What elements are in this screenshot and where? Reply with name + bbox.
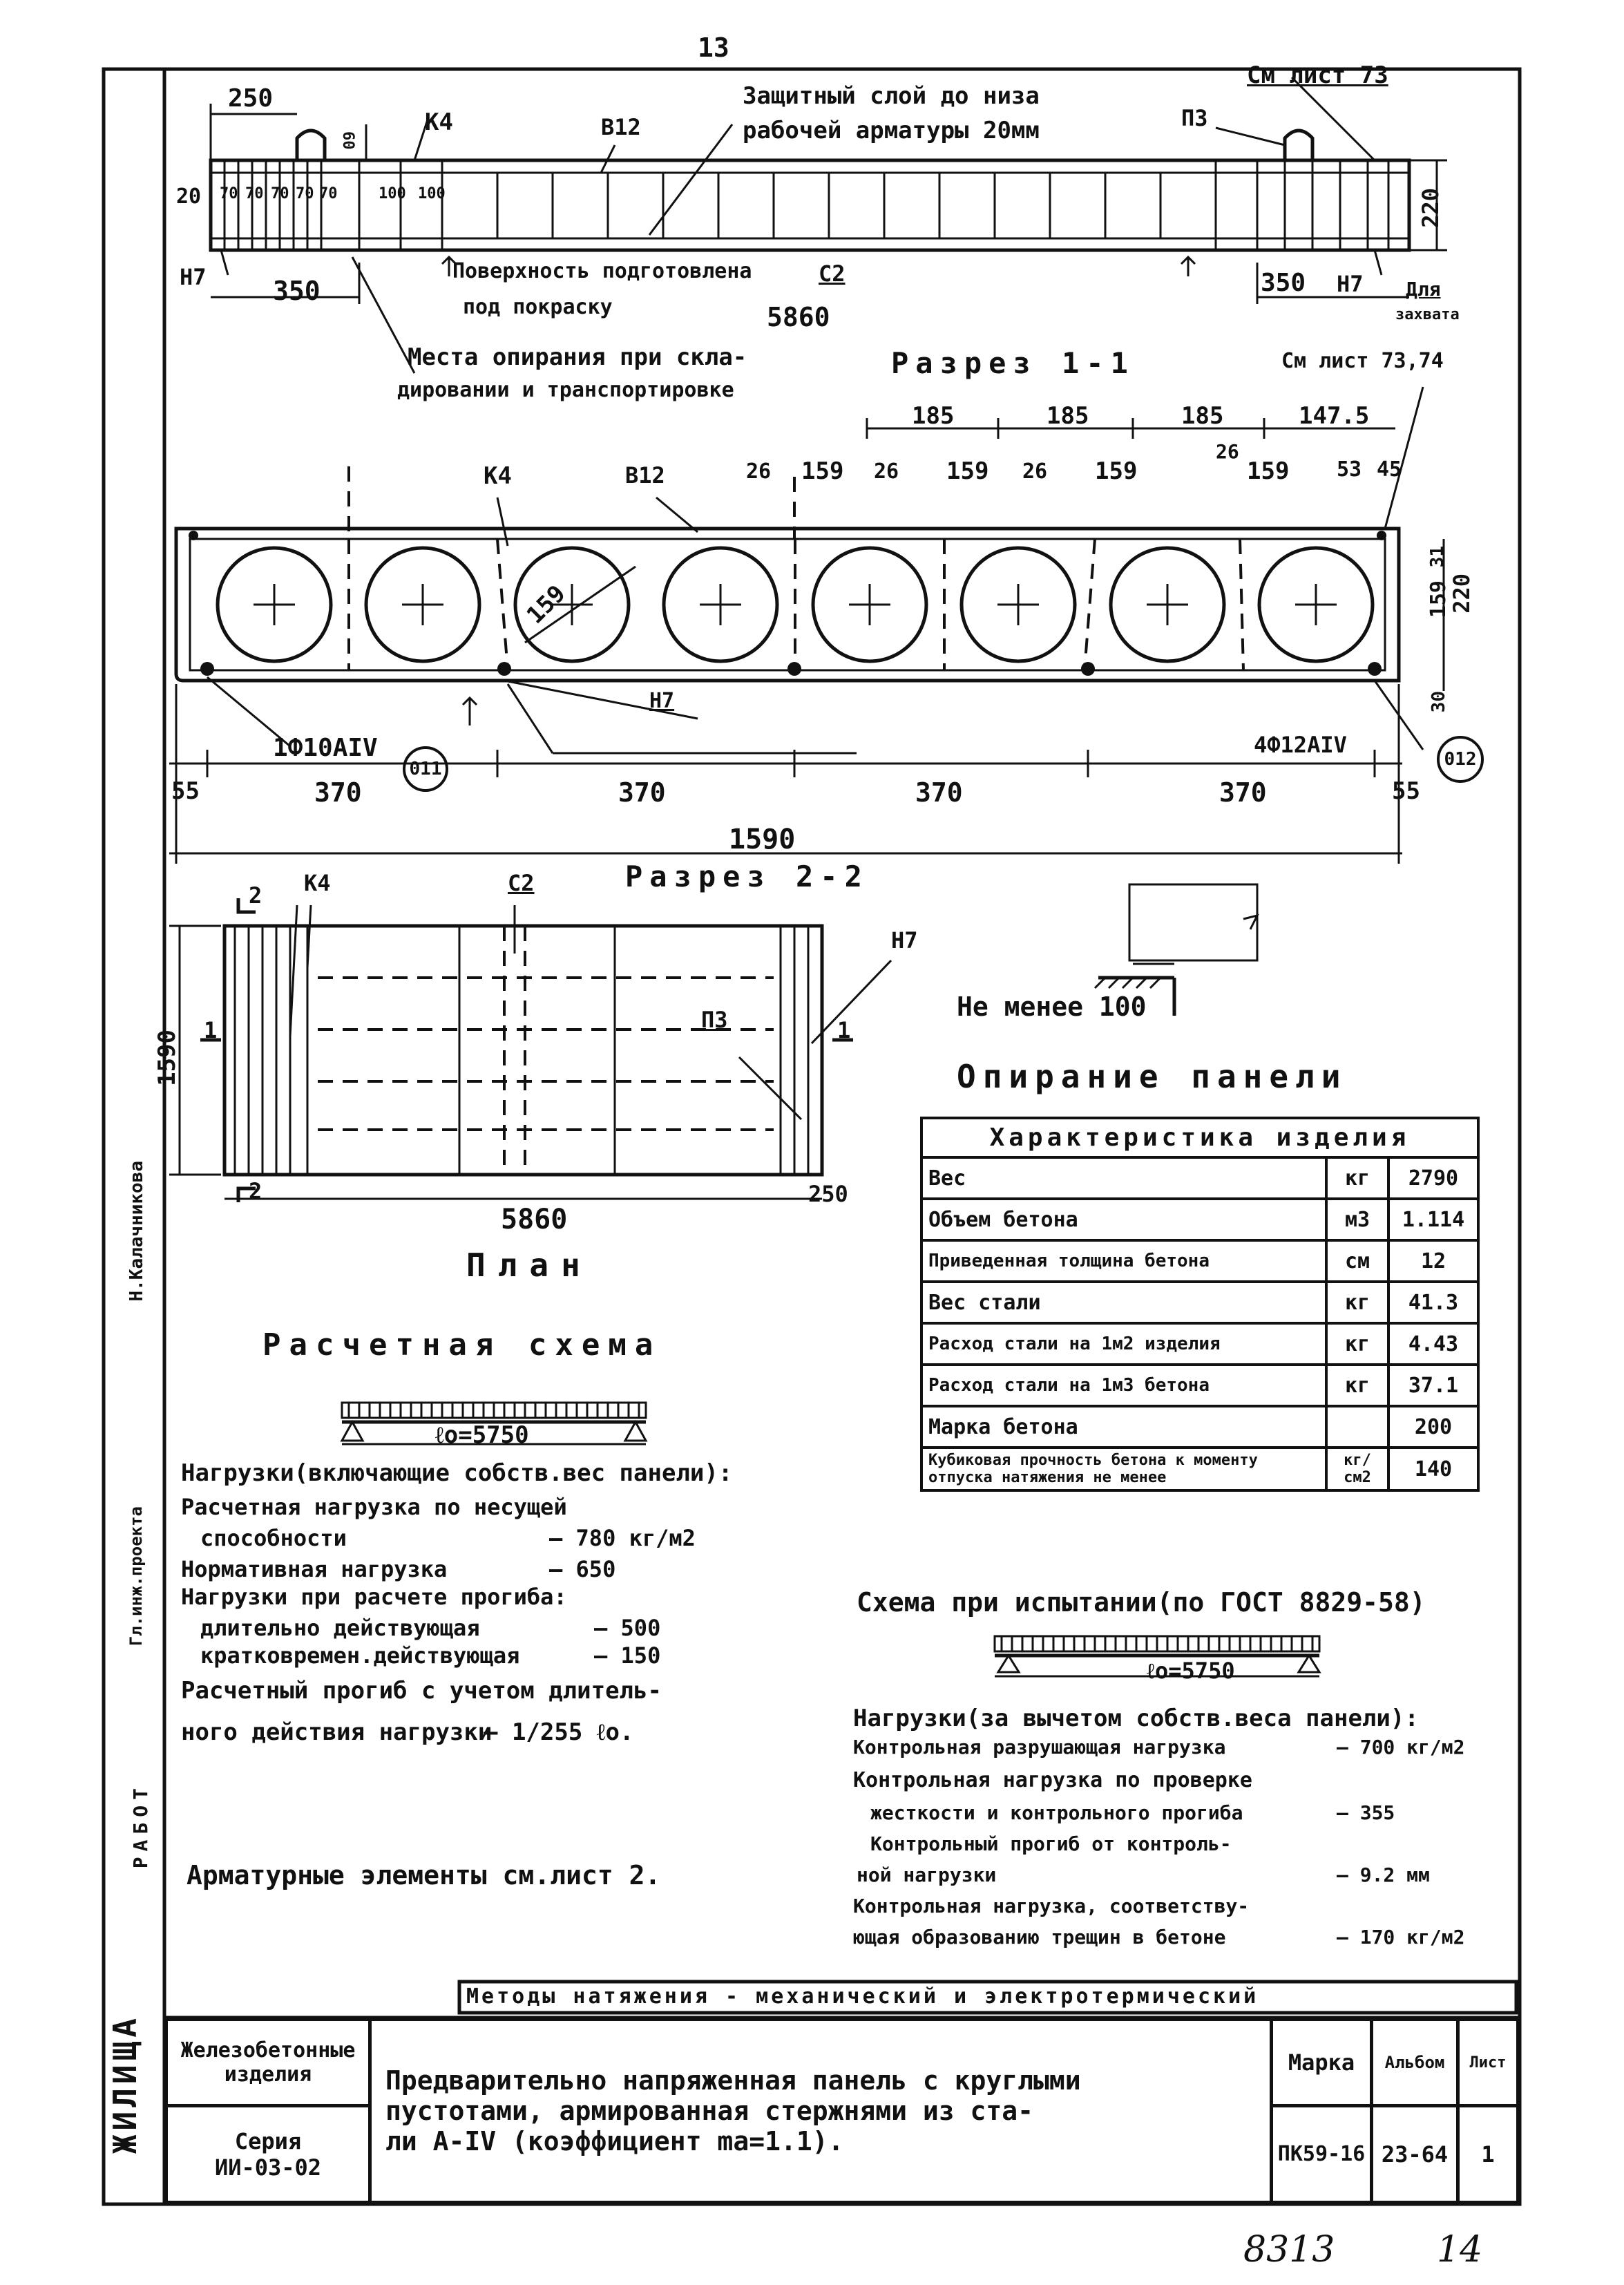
stamp-name: Н.Калачникова (126, 1161, 147, 1302)
label-n7-section: Н7 (649, 689, 675, 713)
footer-number-2: 14 (1437, 2229, 1483, 2270)
cell-name: Кубиковая прочность бетона к моменту отпуска натяжения не менее (921, 1448, 1326, 1490)
calc-value-5: — 500 (594, 1615, 661, 1641)
cell-value: 140 (1388, 1448, 1478, 1490)
table-row (921, 1448, 1478, 1490)
dim-70-c: 70 (271, 185, 289, 202)
cell-name: Приведенная толщина бетона (921, 1240, 1326, 1282)
protective-note-2: рабочей арматуры 20мм (743, 117, 1040, 144)
bottom-dim-370-b: 370 (618, 777, 666, 808)
top-dim-147-5: 147.5 (1299, 402, 1370, 430)
calc-value-6: — 150 (594, 1642, 661, 1669)
length-5860: 5860 (767, 302, 830, 332)
test-line-7: ющая образованию трещин в бетоне (853, 1926, 1226, 1949)
cell-value: 12 (1388, 1240, 1478, 1282)
table-title: Характеристика изделия (921, 1118, 1478, 1157)
cell-name: Расход стали на 1м3 бетона (921, 1365, 1326, 1406)
width-1590: 1590 (729, 824, 796, 855)
cell-value: 41.3 (1388, 1282, 1478, 1323)
dim-70-d: 70 (296, 185, 314, 202)
test-line-2: Контрольная нагрузка по проверке (853, 1768, 1252, 1792)
section-1-1-title: Разрез 1-1 (891, 346, 1135, 380)
dim-350-left: 350 (273, 276, 321, 306)
series-label: Серия (234, 2127, 302, 2154)
calc-line-4: Нагрузки при расчете прогиба: (181, 1584, 567, 1610)
bottom-dim-370-d: 370 (1219, 777, 1267, 808)
surface-note-2: под покраску (463, 295, 613, 319)
calc-line-6: кратковремен.действующая (200, 1642, 520, 1669)
calc-line-5: длительно действующая (200, 1615, 480, 1641)
page-number: 13 (698, 32, 729, 63)
protective-note-1: Защитный слой до низа (743, 82, 1040, 110)
hole-diameter: 159 (521, 580, 571, 629)
calc-value-3: — 650 (549, 1556, 616, 1582)
org-line-1: Железобетонные (180, 2038, 356, 2063)
bottom-dim-55-left: 55 (171, 777, 200, 805)
table-row (921, 1157, 1478, 1199)
test-line-5: ной нагрузки (857, 1864, 997, 1886)
dim-100-a: 100 (379, 185, 406, 202)
section-1-1-ref: См лист 73,74 (1281, 349, 1444, 373)
test-value-7: — 170 кг/м2 (1337, 1926, 1465, 1949)
calc-value-2: — 780 кг/м2 (549, 1525, 696, 1551)
table-row (921, 1199, 1478, 1240)
dim-70-e: 70 (319, 185, 338, 202)
table-row (921, 1282, 1478, 1323)
top-dim-185-c: 185 (1181, 402, 1224, 430)
test-line-6: Контрольная нагрузка, соответству- (853, 1895, 1250, 1917)
rebar-right: 4Ф12АIV (1254, 732, 1347, 758)
test-scheme-title: Схема при испытании(по ГОСТ 8829-58) (857, 1587, 1426, 1618)
test-value-1: — 700 кг/м2 (1337, 1736, 1465, 1758)
mark-label-cell (1270, 2018, 1373, 2107)
calc-span: ℓо=5750 (435, 1421, 529, 1449)
mid-dim-26-a: 26 (746, 459, 772, 484)
top-dim-185-b: 185 (1047, 402, 1089, 430)
calc-line-2: способности (200, 1525, 347, 1551)
label-c2: С2 (819, 260, 846, 287)
stamp-works: РАБОТ (129, 1783, 152, 1869)
cut-mark-1-left: 1 (204, 1017, 218, 1043)
stamp-vertical-title: ЖИЛИЩА (106, 2014, 144, 2154)
cell-value: 37.1 (1388, 1365, 1478, 1406)
album-value: 23-64 (1381, 2141, 1449, 2168)
description-line-1: Предварительно напряженная панель с круглыми (385, 2065, 1081, 2096)
height-220: 220 (1417, 188, 1444, 228)
calc-line-7: Расчетный прогиб с учетом длитель- (181, 1677, 662, 1705)
table-row (921, 1240, 1478, 1282)
cell-unit: кг (1326, 1282, 1388, 1323)
stamp-chief-engineer: Гл.инж.проекта (126, 1506, 146, 1647)
table-row (921, 1406, 1478, 1448)
plan-label-p3: П3 (701, 1007, 728, 1033)
mid-dim-26-d: 26 (1216, 440, 1239, 463)
cell-value: 4.43 (1388, 1323, 1478, 1365)
cell-unit: кг (1326, 1323, 1388, 1365)
test-loads-title: Нагрузки(за вычетом собств.веса панели): (853, 1705, 1419, 1732)
test-span: ℓо=5750 (1147, 1658, 1235, 1684)
tensioning-methods: Методы натяжения - механический и электротермический (466, 1984, 1259, 2009)
test-line-1: Контрольная разрушающая нагрузка (853, 1736, 1226, 1758)
plan-length-5860: 5860 (501, 1204, 568, 1235)
dim-100-b: 100 (418, 185, 446, 202)
table-row (921, 1365, 1478, 1406)
bottom-dim-370-a: 370 (314, 777, 362, 808)
album-label: Альбом (1384, 2053, 1445, 2072)
sheet-value: 1 (1481, 2141, 1495, 2168)
album-value-cell (1370, 2104, 1460, 2204)
label-v12-section: В12 (625, 462, 665, 489)
mid-dim-159-c: 159 (1095, 457, 1138, 485)
title-org-cell (164, 2018, 372, 2107)
cell-unit: м3 (1326, 1199, 1388, 1240)
bottom-dim-55-right: 55 (1392, 777, 1420, 805)
rebar-note: Арматурные элементы см.лист 2. (187, 1860, 661, 1890)
right-dim-31: 31 (1427, 546, 1448, 568)
test-value-5: — 9.2 мм (1337, 1864, 1430, 1886)
plan-view (169, 898, 891, 1202)
calc-line-3: Нормативная нагрузка (181, 1556, 448, 1582)
cell-unit: см (1326, 1240, 1388, 1282)
album-label-cell (1370, 2018, 1460, 2107)
cut-mark-2-top: 2 (249, 882, 262, 909)
grip-note-2: захвата (1395, 306, 1460, 323)
lifting-loop-right (1285, 131, 1312, 160)
mark-value-cell (1270, 2104, 1373, 2204)
cut-mark-1-right: 1 (837, 1017, 851, 1043)
calc-line-1: Расчетная нагрузка по несущей (181, 1494, 567, 1520)
cell-name: Вес (921, 1157, 1326, 1199)
description-line-2: пустотами, армированная стержнями из ста- (385, 2096, 1033, 2126)
mid-dim-53: 53 (1337, 457, 1362, 482)
calc-loads-title: Нагрузки(включающие собств.вес панели): (181, 1459, 733, 1487)
grip-note-1: Для (1406, 278, 1441, 301)
series-value: ИИ-03-02 (214, 2154, 322, 2181)
dim-70-b: 70 (245, 185, 264, 202)
cut-mark-2-bottom: 2 (249, 1178, 262, 1204)
support-title: Опирание панели (957, 1058, 1348, 1095)
label-v12: В12 (601, 114, 641, 140)
sheet-label-cell (1456, 2018, 1520, 2107)
mark-label: Марка (1288, 2049, 1355, 2076)
table-row (921, 1323, 1478, 1365)
label-n7-right: Н7 (1337, 271, 1364, 297)
dim-70-a: 70 (220, 185, 238, 202)
calc-value-8: — 1/255 ℓо. (484, 1718, 634, 1746)
footer-number-1: 8313 (1243, 2229, 1335, 2270)
surface-note-1: Поверхность подготовлена (452, 259, 752, 283)
label-p3: П3 (1181, 105, 1208, 131)
cell-name: Расход стали на 1м2 изделия (921, 1323, 1326, 1365)
plan-label-n7: Н7 (891, 927, 918, 954)
plan-title: План (466, 1246, 593, 1284)
support-note-2: дировании и транспортировке (397, 378, 734, 402)
calc-scheme-title: Расчетная схема (262, 1327, 662, 1363)
sheet-label: Лист (1469, 2054, 1507, 2071)
sheet-value-cell (1456, 2104, 1520, 2204)
test-line-4: Контрольный прогиб от контроль- (870, 1832, 1232, 1855)
support-note: Не менее 100 (957, 992, 1147, 1022)
mid-dim-159-d: 159 (1247, 457, 1290, 485)
calc-line-8: ного действия нагрузки (181, 1718, 493, 1746)
label-k4-section: К4 (484, 462, 512, 490)
mark-value: ПК59-16 (1277, 2142, 1366, 2166)
mid-dim-26-b: 26 (874, 459, 899, 484)
title-description-cell (368, 2018, 1273, 2204)
top-dim-185-a: 185 (912, 402, 955, 430)
test-value-3: — 355 (1337, 1801, 1395, 1824)
cell-value: 200 (1388, 1406, 1478, 1448)
marker-011: 011 (403, 746, 448, 792)
dim-60: 60 (339, 131, 356, 150)
description-line-3: ли А-IV (коэффициент ma=1.1). (385, 2126, 844, 2156)
sheet-reference: См лист 73 (1247, 61, 1388, 89)
cell-name: Марка бетона (921, 1406, 1326, 1448)
cell-value: 1.114 (1388, 1199, 1478, 1240)
rebar-left: 1Ф10АIV (273, 734, 378, 762)
characteristics-table (920, 1117, 1480, 1492)
cell-unit: кг (1326, 1365, 1388, 1406)
right-dim-220: 220 (1449, 573, 1475, 614)
right-dim-30: 30 (1429, 691, 1449, 713)
label-n7-left: Н7 (180, 264, 207, 290)
dim-20: 20 (176, 184, 202, 209)
support-note-1: Места опирания при скла- (408, 343, 747, 371)
cell-unit: кг (1326, 1157, 1388, 1199)
dim-350-right: 350 (1261, 269, 1306, 297)
cell-value: 2790 (1388, 1157, 1478, 1199)
bottom-dim-370-c: 370 (915, 777, 963, 808)
label-k4: К4 (425, 108, 453, 136)
test-line-3: жесткости и контрольного прогиба (870, 1801, 1243, 1824)
title-series-cell (164, 2104, 372, 2204)
mid-dim-45: 45 (1377, 457, 1402, 482)
mid-dim-159-a: 159 (801, 457, 844, 485)
dim-250: 250 (228, 84, 274, 113)
cell-unit (1326, 1406, 1388, 1448)
org-line-2: изделия (224, 2063, 312, 2087)
cell-name: Вес стали (921, 1282, 1326, 1323)
plan-end-250: 250 (808, 1181, 848, 1207)
mid-dim-26-c: 26 (1022, 459, 1048, 484)
right-dim-159: 159 (1426, 580, 1451, 618)
cell-unit: кг/см2 (1326, 1448, 1388, 1490)
plan-label-c2: С2 (508, 870, 535, 896)
lifting-loop-left (297, 131, 325, 160)
plan-width-1590: 1590 (153, 1030, 181, 1086)
cell-name: Объем бетона (921, 1199, 1326, 1240)
marker-012: 012 (1437, 736, 1484, 783)
section-2-2-title: Разрез 2-2 (625, 860, 869, 893)
mid-dim-159-b: 159 (946, 457, 989, 485)
plan-label-k4: К4 (304, 870, 331, 896)
